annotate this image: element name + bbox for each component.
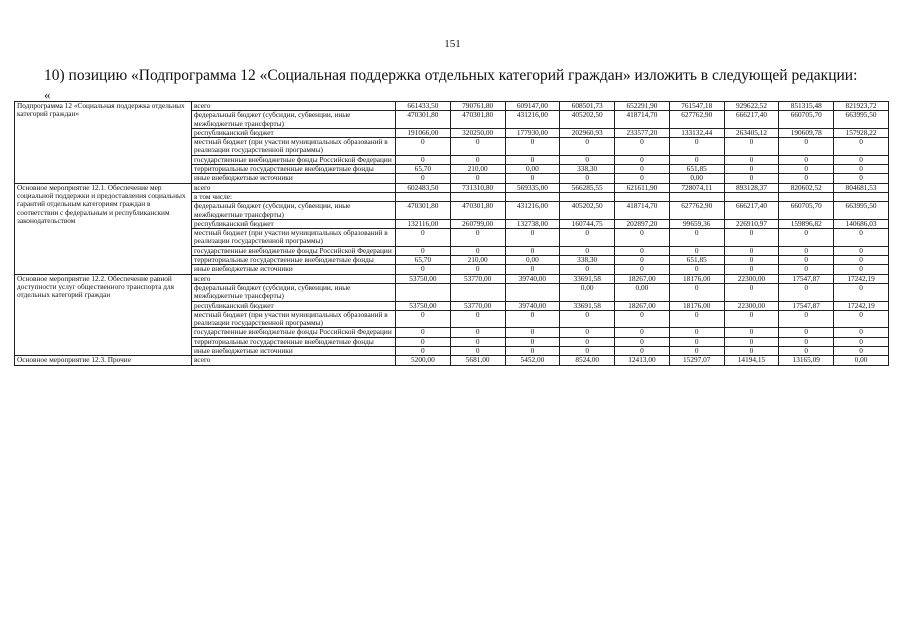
value-cell: 0 <box>450 328 505 337</box>
value-cell: 660705,70 <box>779 111 834 129</box>
value-cell <box>615 192 670 201</box>
funding-source-cell: иные внебюджетные источники <box>192 174 396 183</box>
value-cell: 405202,50 <box>560 111 615 129</box>
value-cell: 621611,90 <box>615 183 670 192</box>
value-cell: 608501,73 <box>560 102 615 111</box>
value-cell: 0,00 <box>669 174 724 183</box>
value-cell: 790761,80 <box>450 102 505 111</box>
value-cell: 851315,48 <box>779 102 834 111</box>
value-cell: 210,00 <box>450 256 505 265</box>
value-cell: 0 <box>669 138 724 156</box>
value-cell: 159896,82 <box>779 219 834 228</box>
open-quote-mark: « <box>44 87 51 102</box>
value-cell: 566285,55 <box>560 183 615 192</box>
value-cell: 5452,00 <box>505 356 560 365</box>
value-cell: 0 <box>834 229 889 247</box>
value-cell: 0 <box>396 347 451 356</box>
value-cell: 39740,00 <box>505 274 560 283</box>
value-cell: 5681,00 <box>450 356 505 365</box>
funding-source-cell: федеральный бюджет (субсидии, субвенции, иные межбюджетные трансферты) <box>192 111 396 129</box>
value-cell: 0 <box>450 229 505 247</box>
value-cell: 39740,00 <box>505 301 560 310</box>
value-cell: 0 <box>450 155 505 164</box>
value-cell: 0,00 <box>505 165 560 174</box>
value-cell: 0 <box>779 347 834 356</box>
value-cell: 0 <box>615 310 670 328</box>
value-cell: 663995,50 <box>834 202 889 220</box>
funding-source-cell: республиканский бюджет <box>192 301 396 310</box>
value-cell: 0 <box>724 256 779 265</box>
value-cell: 0 <box>615 165 670 174</box>
value-cell: 33691,58 <box>560 274 615 283</box>
value-cell: 0 <box>724 337 779 346</box>
value-cell <box>450 283 505 301</box>
value-cell <box>779 192 834 201</box>
value-cell: 0 <box>834 256 889 265</box>
value-cell: 0 <box>560 328 615 337</box>
value-cell: 260799,00 <box>450 219 505 228</box>
value-cell: 0,00 <box>505 256 560 265</box>
funding-source-cell: территориальные государственные внебюджетные фонды <box>192 165 396 174</box>
value-cell: 226910,97 <box>724 219 779 228</box>
value-cell: 0 <box>834 155 889 164</box>
value-cell <box>396 283 451 301</box>
value-cell: 602483,50 <box>396 183 451 192</box>
value-cell: 99659,36 <box>669 219 724 228</box>
value-cell: 627762,90 <box>669 202 724 220</box>
value-cell: 0 <box>505 229 560 247</box>
value-cell <box>505 192 560 201</box>
value-cell: 821923,72 <box>834 102 889 111</box>
value-cell: 0 <box>834 347 889 356</box>
value-cell: 132738,00 <box>505 219 560 228</box>
value-cell: 0 <box>505 347 560 356</box>
program-name-cell: Основное мероприятие 12.3. Прочие <box>15 356 192 365</box>
value-cell: 0 <box>779 138 834 156</box>
value-cell: 22300,00 <box>724 274 779 283</box>
value-cell: 53750,00 <box>396 301 451 310</box>
value-cell: 0 <box>505 174 560 183</box>
value-cell: 18176,00 <box>669 301 724 310</box>
value-cell: 0,00 <box>560 283 615 301</box>
value-cell: 0 <box>669 155 724 164</box>
value-cell: 761547,18 <box>669 102 724 111</box>
value-cell: 893128,37 <box>724 183 779 192</box>
value-cell: 0 <box>396 155 451 164</box>
value-cell: 0 <box>724 310 779 328</box>
value-cell: 0 <box>396 328 451 337</box>
value-cell: 666217,40 <box>724 111 779 129</box>
value-cell: 17547,87 <box>779 301 834 310</box>
value-cell: 15297,07 <box>669 356 724 365</box>
page-number: 151 <box>444 38 461 50</box>
program-name-cell: Основное мероприятие 12.1. Обеспечение мер социальной поддержки и предоставления социальных гарантий отдельным категориям граждан в соответствии с федеральным и республиканским законодательством <box>15 183 192 274</box>
value-cell <box>396 192 451 201</box>
value-cell: 569335,00 <box>505 183 560 192</box>
value-cell: 470301,80 <box>450 111 505 129</box>
value-cell <box>450 192 505 201</box>
value-cell: 0 <box>450 347 505 356</box>
value-cell: 0 <box>834 283 889 301</box>
value-cell: 53770,00 <box>450 274 505 283</box>
value-cell: 0 <box>396 310 451 328</box>
value-cell: 0 <box>724 347 779 356</box>
value-cell: 0 <box>560 155 615 164</box>
value-cell: 0 <box>560 246 615 255</box>
value-cell: 0 <box>396 174 451 183</box>
value-cell: 191066,00 <box>396 128 451 137</box>
value-cell: 0 <box>669 310 724 328</box>
funding-source-cell: федеральный бюджет (субсидии, субвенции, иные межбюджетные трансферты) <box>192 202 396 220</box>
value-cell <box>724 192 779 201</box>
value-cell: 0 <box>779 174 834 183</box>
value-cell: 0 <box>779 265 834 274</box>
value-cell: 140686,03 <box>834 219 889 228</box>
value-cell: 0 <box>779 328 834 337</box>
value-cell: 0 <box>505 155 560 164</box>
value-cell <box>505 283 560 301</box>
value-cell: 14194,15 <box>724 356 779 365</box>
funding-source-cell: всего <box>192 274 396 283</box>
value-cell: 22300,00 <box>724 301 779 310</box>
value-cell: 33691,58 <box>560 301 615 310</box>
value-cell: 418714,70 <box>615 202 670 220</box>
budget-table-body <box>15 102 889 366</box>
value-cell <box>669 192 724 201</box>
funding-source-cell: всего <box>192 183 396 192</box>
value-cell: 728074,11 <box>669 183 724 192</box>
value-cell: 0 <box>834 310 889 328</box>
value-cell: 661433,50 <box>396 102 451 111</box>
value-cell: 0 <box>615 138 670 156</box>
value-cell: 431216,00 <box>505 111 560 129</box>
value-cell: 0 <box>724 328 779 337</box>
value-cell: 53750,00 <box>396 274 451 283</box>
value-cell: 0 <box>560 265 615 274</box>
value-cell: 0 <box>834 337 889 346</box>
value-cell: 132116,00 <box>396 219 451 228</box>
value-cell: 470301,80 <box>450 202 505 220</box>
value-cell: 470301,80 <box>396 202 451 220</box>
value-cell: 338,30 <box>560 165 615 174</box>
value-cell: 0 <box>615 246 670 255</box>
value-cell: 663995,50 <box>834 111 889 129</box>
value-cell: 0 <box>615 337 670 346</box>
funding-source-cell: республиканский бюджет <box>192 128 396 137</box>
value-cell: 233577,20 <box>615 128 670 137</box>
funding-source-cell: территориальные государственные внебюджетные фонды <box>192 337 396 346</box>
value-cell: 0 <box>724 155 779 164</box>
value-cell: 0,00 <box>615 283 670 301</box>
value-cell: 652291,90 <box>615 102 670 111</box>
value-cell: 12413,00 <box>615 356 670 365</box>
value-cell: 0 <box>834 138 889 156</box>
value-cell: 0 <box>450 265 505 274</box>
value-cell: 0 <box>560 174 615 183</box>
value-cell: 0 <box>779 256 834 265</box>
value-cell: 0 <box>505 328 560 337</box>
program-name-cell: Основное мероприятие 12.2. Обеспечение равной доступности услуг общественного транспорта для отдельных категорий граждан <box>15 274 192 356</box>
budget-table <box>14 101 889 366</box>
funding-source-cell: республиканский бюджет <box>192 219 396 228</box>
value-cell: 0 <box>669 347 724 356</box>
value-cell: 0 <box>396 246 451 255</box>
value-cell: 17242,19 <box>834 274 889 283</box>
value-cell: 0 <box>669 328 724 337</box>
value-cell: 0 <box>615 328 670 337</box>
value-cell: 338,30 <box>560 256 615 265</box>
value-cell: 190609,78 <box>779 128 834 137</box>
value-cell: 0 <box>505 246 560 255</box>
value-cell: 0,00 <box>834 356 889 365</box>
value-cell: 13165,09 <box>779 356 834 365</box>
value-cell: 263405,12 <box>724 128 779 137</box>
value-cell: 0 <box>779 310 834 328</box>
value-cell: 0 <box>396 229 451 247</box>
funding-source-cell: государственные внебюджетные фонды Российской Федерации <box>192 155 396 164</box>
funding-source-cell: всего <box>192 356 396 365</box>
value-cell: 820602,52 <box>779 183 834 192</box>
value-cell: 0 <box>669 229 724 247</box>
value-cell: 0 <box>450 138 505 156</box>
value-cell: 0 <box>834 328 889 337</box>
value-cell: 0 <box>834 165 889 174</box>
funding-source-cell: государственные внебюджетные фонды Российской Федерации <box>192 328 396 337</box>
value-cell: 0 <box>834 265 889 274</box>
funding-source-cell: местный бюджет (при участии муниципальных образований в реализации государственной программы) <box>192 310 396 328</box>
value-cell: 660705,70 <box>779 202 834 220</box>
funding-source-cell: местный бюджет (при участии муниципальных образований в реализации государственной программы) <box>192 229 396 247</box>
funding-source-cell: иные внебюджетные источники <box>192 265 396 274</box>
value-cell: 0 <box>669 283 724 301</box>
value-cell: 65,70 <box>396 256 451 265</box>
value-cell: 651,85 <box>669 165 724 174</box>
funding-source-cell: местный бюджет (при участии муниципальных образований в реализации государственной программы) <box>192 138 396 156</box>
value-cell: 0 <box>724 138 779 156</box>
value-cell: 210,00 <box>450 165 505 174</box>
table-row <box>15 102 889 111</box>
value-cell: 0 <box>615 229 670 247</box>
value-cell: 405202,50 <box>560 202 615 220</box>
value-cell: 5200,00 <box>396 356 451 365</box>
value-cell: 804681,53 <box>834 183 889 192</box>
funding-source-cell: территориальные государственные внебюджетные фонды <box>192 256 396 265</box>
funding-source-cell: федеральный бюджет (субсидии, субвенции, иные межбюджетные трансферты) <box>192 283 396 301</box>
value-cell: 609147,00 <box>505 102 560 111</box>
value-cell: 0 <box>779 337 834 346</box>
section-heading: 10) позицию «Подпрограмма 12 «Социальная поддержка отдельных категорий граждан» изложить в следующей редакции: <box>44 67 858 84</box>
value-cell: 65,70 <box>396 165 451 174</box>
value-cell: 0 <box>615 174 670 183</box>
value-cell: 177930,00 <box>505 128 560 137</box>
value-cell: 320250,00 <box>450 128 505 137</box>
value-cell: 160744,75 <box>560 219 615 228</box>
value-cell: 731310,80 <box>450 183 505 192</box>
value-cell: 202960,93 <box>560 128 615 137</box>
value-cell: 157928,22 <box>834 128 889 137</box>
value-cell: 0 <box>779 155 834 164</box>
value-cell: 0 <box>779 165 834 174</box>
value-cell: 0 <box>560 337 615 346</box>
value-cell: 0 <box>505 265 560 274</box>
value-cell: 627762,90 <box>669 111 724 129</box>
value-cell: 0 <box>560 229 615 247</box>
program-name-cell: Подпрограмма 12 «Социальная поддержка отдельных категорий граждан» <box>15 102 192 184</box>
funding-source-cell: государственные внебюджетные фонды Российской Федерации <box>192 246 396 255</box>
value-cell: 651,85 <box>669 256 724 265</box>
value-cell: 0 <box>724 229 779 247</box>
value-cell: 0 <box>724 283 779 301</box>
table-row <box>15 356 889 365</box>
value-cell: 18267,00 <box>615 274 670 283</box>
value-cell: 0 <box>505 310 560 328</box>
value-cell: 0 <box>450 246 505 255</box>
value-cell: 0 <box>450 174 505 183</box>
value-cell <box>834 192 889 201</box>
value-cell: 0 <box>560 310 615 328</box>
value-cell: 18267,00 <box>615 301 670 310</box>
value-cell: 0 <box>505 138 560 156</box>
value-cell: 0 <box>560 347 615 356</box>
value-cell: 18176,00 <box>669 274 724 283</box>
value-cell: 0 <box>724 246 779 255</box>
value-cell: 0 <box>450 337 505 346</box>
value-cell: 0 <box>779 283 834 301</box>
value-cell <box>560 192 615 201</box>
value-cell: 0 <box>396 138 451 156</box>
value-cell: 53770,00 <box>450 301 505 310</box>
value-cell: 418714,70 <box>615 111 670 129</box>
value-cell: 0 <box>834 246 889 255</box>
value-cell: 17242,19 <box>834 301 889 310</box>
value-cell: 8524,00 <box>560 356 615 365</box>
value-cell: 17547,87 <box>779 274 834 283</box>
value-cell: 0 <box>505 337 560 346</box>
value-cell: 0 <box>615 265 670 274</box>
funding-source-cell: в том числе: <box>192 192 396 201</box>
value-cell: 0 <box>724 265 779 274</box>
value-cell: 929622,52 <box>724 102 779 111</box>
funding-source-cell: всего <box>192 102 396 111</box>
value-cell: 0 <box>669 337 724 346</box>
value-cell: 0 <box>615 256 670 265</box>
value-cell: 0 <box>779 229 834 247</box>
value-cell: 0 <box>396 265 451 274</box>
value-cell: 0 <box>396 337 451 346</box>
value-cell: 0 <box>450 310 505 328</box>
value-cell: 0 <box>779 246 834 255</box>
value-cell: 0 <box>669 265 724 274</box>
value-cell: 0 <box>615 347 670 356</box>
value-cell: 431216,00 <box>505 202 560 220</box>
value-cell: 0 <box>669 246 724 255</box>
value-cell: 0 <box>560 138 615 156</box>
value-cell: 470301,80 <box>396 111 451 129</box>
value-cell: 202897,20 <box>615 219 670 228</box>
value-cell: 0 <box>615 155 670 164</box>
value-cell: 0 <box>724 174 779 183</box>
value-cell: 0 <box>724 165 779 174</box>
table-row <box>15 183 889 192</box>
value-cell: 133132,44 <box>669 128 724 137</box>
value-cell: 0 <box>834 174 889 183</box>
value-cell: 666217,40 <box>724 202 779 220</box>
funding-source-cell: иные внебюджетные источники <box>192 347 396 356</box>
table-row <box>15 274 889 283</box>
